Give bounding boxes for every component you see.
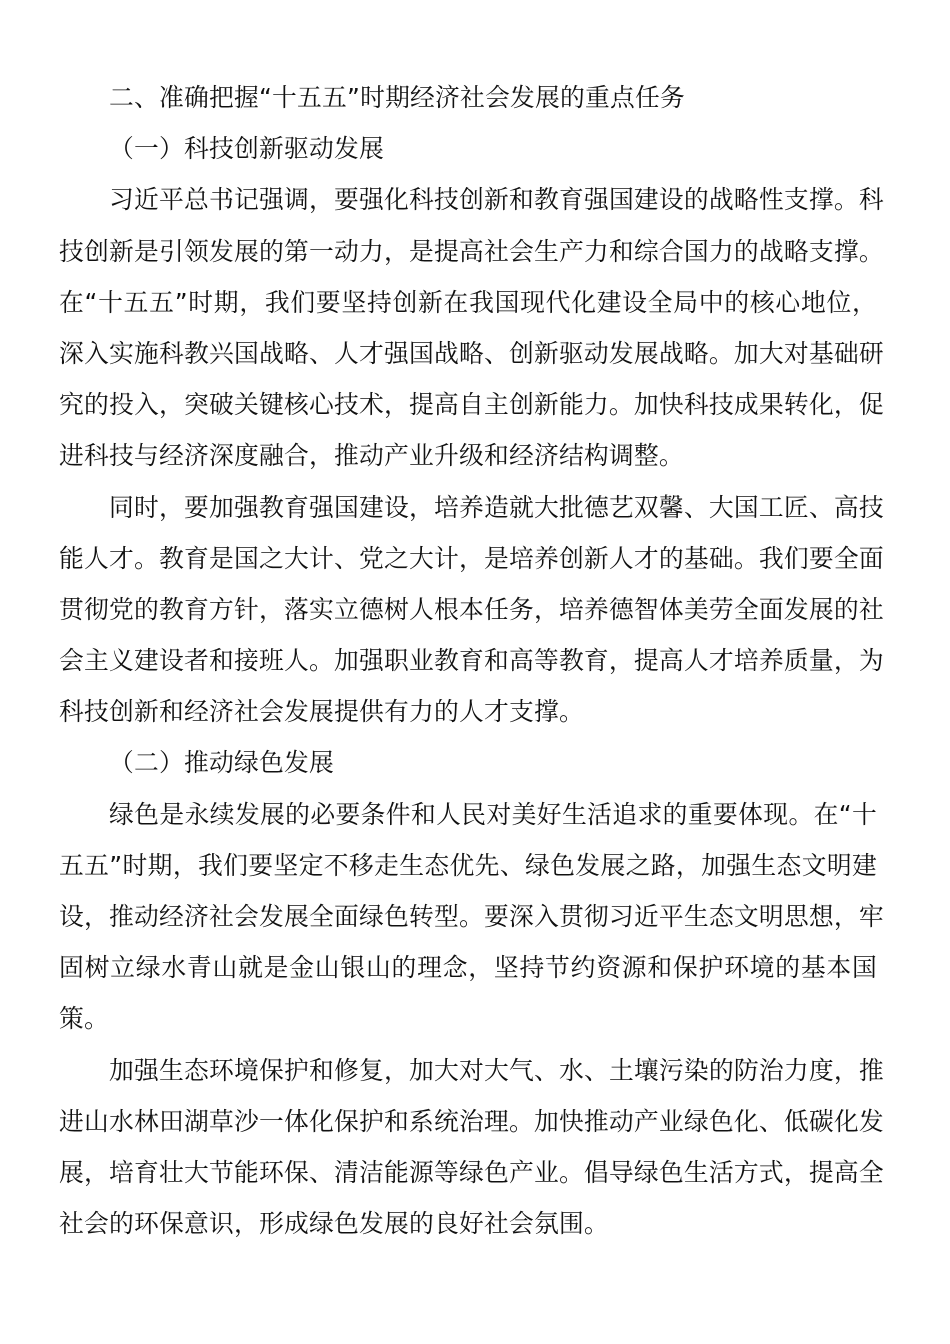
paragraph-1 <box>59 174 884 481</box>
paragraph-line: 习近平总书记强调，要强化科技创新和教育强国建设的战略性支撑。科 <box>109 185 884 215</box>
paragraph-line: 同时，要加强教育强国建设，培养造就大批德艺双馨、大国工匠、高技 <box>109 492 884 522</box>
paragraph-line: 科技创新和经济社会发展提供有力的人才支撑。 <box>59 697 584 727</box>
paragraph-line: 贯彻党的教育方针，落实立德树人根本任务，培养德智体美劳全面发展的社 <box>59 594 884 624</box>
paragraph-line: 策。 <box>59 1004 109 1034</box>
paragraph-line: 在“十五五”时期，我们要坚持创新在我国现代化建设全局中的核心地位， <box>59 287 877 317</box>
paragraph-line: 进山水林田湖草沙一体化保护和系统治理。加快推动产业绿色化、低碳化发 <box>59 1106 884 1136</box>
paragraph-line: 能人才。教育是国之大计、党之大计，是培养创新人才的基础。我们要全面 <box>59 543 884 573</box>
paragraph-2 <box>59 482 884 738</box>
paragraph-line: 究的投入，突破关键核心技术，提高自主创新能力。加快科技成果转化，促 <box>59 390 884 420</box>
paragraph-line: 绿色是永续发展的必要条件和人民对美好生活追求的重要体现。在“十 <box>109 799 877 829</box>
paragraph-line: 社会的环保意识，形成绿色发展的良好社会氛围。 <box>59 1209 609 1239</box>
section-heading: 二、准确把握“十五五”时期经济社会发展的重点任务 <box>109 83 686 112</box>
paragraph-line: 设，推动经济社会发展全面绿色转型。要深入贯彻习近平生态文明思想，牢 <box>59 902 884 931</box>
subsection-heading-2: （二）推动绿色发展 <box>109 748 334 778</box>
paragraph-4 <box>59 1045 884 1250</box>
paragraph-line: 深入实施科教兴国战略、人才强国战略、创新驱动发展战略。加大对基础研 <box>59 338 884 368</box>
paragraph-line: 固树立绿水青山就是金山银山的理念，坚持节约资源和保护环境的基本国 <box>59 953 877 983</box>
paragraph-line: 加强生态环境保护和修复，加大对大气、水、土壤污染的防治力度，推 <box>109 1055 884 1085</box>
paragraph-line: 技创新是引领发展的第一动力，是提高社会生产力和综合国力的战略支撑。 <box>59 236 884 266</box>
document-body <box>59 72 884 1249</box>
paragraph-line: 五五”时期，我们要坚定不移走生态优先、绿色发展之路，加强生态文明建 <box>59 850 877 880</box>
paragraph-line: 进科技与经济深度融合，推动产业升级和经济结构调整。 <box>59 441 684 471</box>
paragraph-3 <box>59 789 884 1045</box>
paragraph-line: 展，培育壮大节能环保、清洁能源等绿色产业。倡导绿色生活方式，提高全 <box>59 1157 884 1187</box>
paragraph-line: 会主义建设者和接班人。加强职业教育和高等教育，提高人才培养质量，为 <box>59 646 884 676</box>
subsection-heading-1: （一）科技创新驱动发展 <box>109 134 384 164</box>
